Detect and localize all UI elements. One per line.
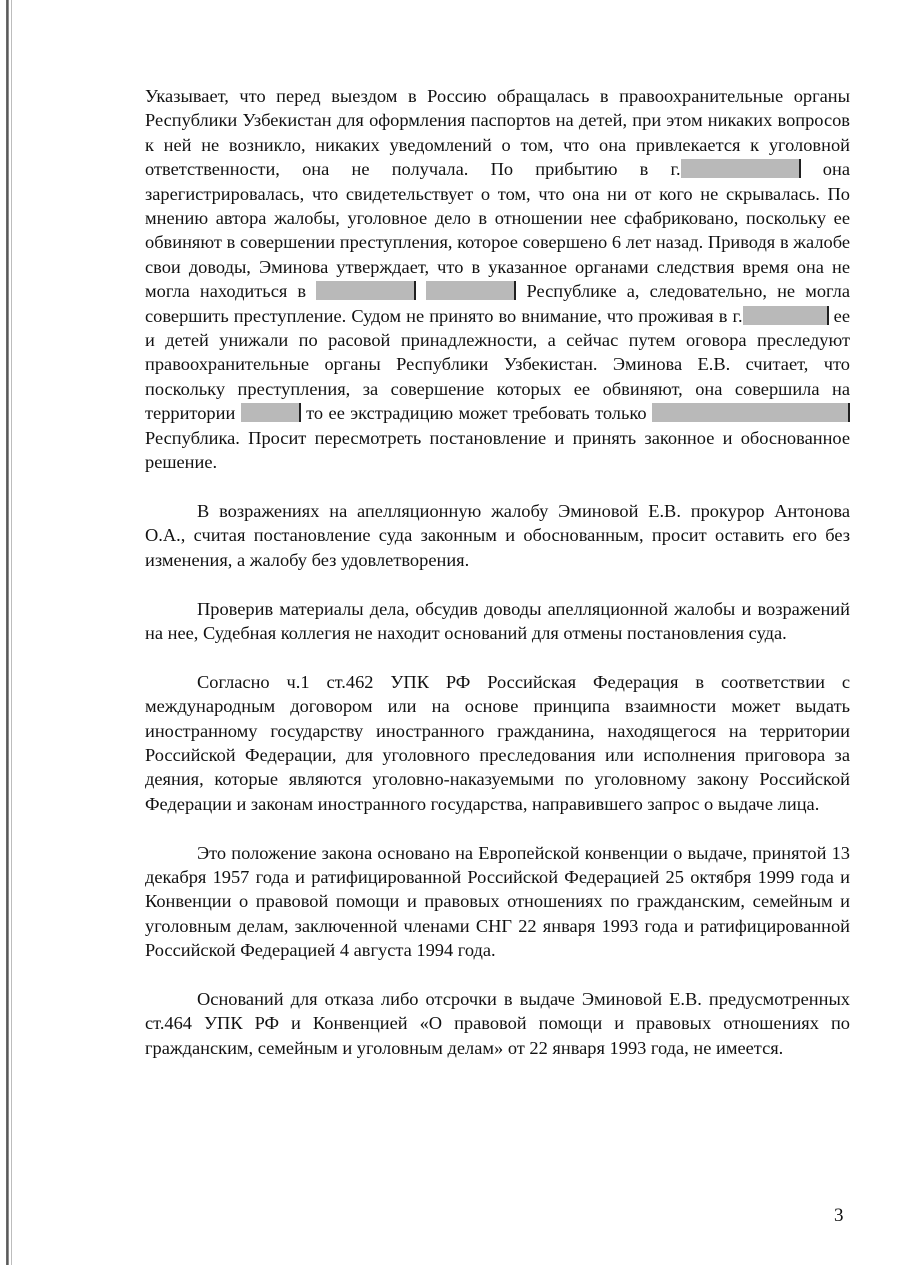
- paragraph-4: Согласно ч.1 ст.462 УПК РФ Российская Федерация в соответствии с международным договором или на основе принципа взаимности может выдать иностранному государству иностранного гражданина, находящегося на территории Российской Федерации, для уголовного преследования или исполнения приговора за деяния, которые являются уголовно-наказуемыми по уголовному закону Российской Федерации и законам иностранного государства, направившего запрос о выдаче лица.: [145, 671, 850, 814]
- document-body: [145, 84, 850, 1060]
- redaction-box-country-2: [426, 281, 516, 300]
- paragraph-5: Это положение закона основано на Европейской конвенции о выдаче, принятой 13 декабря 1957 года и ратифицированной Российской Федерацией 25 октября 1999 года и Конвенции о правовой помощи и правовых отношениях по гражданским, семейным и уголовным делам, заключенной членами СНГ 22 января 1993 года и ратифицированной Российской Федерацией 4 августа 1994 года.: [145, 842, 850, 961]
- page-number: 3: [834, 1205, 844, 1226]
- paragraph-1-part-3: Республике а, следовательно, не могла совершить преступление. Судом не принято во внимание, что проживая в г.: [145, 281, 850, 326]
- paragraph-3: Проверив материалы дела, обсудив доводы апелляционной жалобы и возражений на нее, Судебная коллегия не находит оснований для отмены постановления суда.: [145, 598, 850, 643]
- redaction-box-country-1: [316, 281, 416, 300]
- paragraph-1-part-2: она зарегистрировалась, что свидетельствует о том, что она ни от кого не скрывалась. По мнению автора жалобы, уголовное дело в отношении нее сфабриковано, поскольку ее обвиняют в совершении преступления, которое совершено 6 лет назад. Приводя в жалобе свои доводы, Эминова утверждает, что в указанное органами следствия время она не могла находиться в: [145, 159, 850, 302]
- redaction-box-republic: [652, 403, 850, 422]
- paragraph-gap: [145, 645, 850, 669]
- redaction-box-city-2: [743, 306, 829, 325]
- paragraph-6: Оснований для отказа либо отсрочки в выдаче Эминовой Е.В. предусмотренных ст.464 УПК РФ и Конвенцией «О правовой помощи и правовых отношениях по гражданским, семейным и уголовным делам» от 22 января 1993 года, не имеется.: [145, 988, 850, 1058]
- redaction-box-city-1: [681, 159, 801, 178]
- redaction-box-territory: [241, 403, 301, 422]
- paragraph-gap: [145, 816, 850, 840]
- paragraph-gap: [145, 572, 850, 596]
- paragraph-2: В возражениях на апелляционную жалобу Эминовой Е.В. прокурор Антонова О.А., считая постановление суда законным и обоснованным, просит оставить его без изменения, а жалобу без удовлетворения.: [145, 500, 850, 570]
- paragraph-gap: [145, 963, 850, 987]
- scan-edge-shadow: [6, 0, 9, 1265]
- scan-edge-line: [11, 0, 12, 1265]
- paragraph-gap: [145, 475, 850, 499]
- paragraph-1-part-1: Указывает, что перед выездом в Россию обращалась в правоохранительные органы Республики Узбекистан для оформления паспортов на детей, при этом никаких вопросов к ней не возникло, никаких уведомлений о том, что она привлекается к уголовной ответственности, она не получала. По прибытию в г.: [145, 86, 850, 180]
- paragraph-1: [145, 84, 850, 475]
- paragraph-1-part-4: ее и детей унижали по расовой принадлежности, а сейчас путем оговора преследуют правоохранительные органы Республики Узбекистан. Эминова Е.В. считает, что поскольку преступления, за совершение которых ее обвиняют, она совершила на территории: [145, 305, 850, 424]
- paragraph-1-part-5: то ее экстрадицию может требовать только: [300, 403, 652, 424]
- paragraph-1-part-6: Республика. Просит пересмотреть постановление и принять законное и обоснованное решение.: [145, 427, 850, 473]
